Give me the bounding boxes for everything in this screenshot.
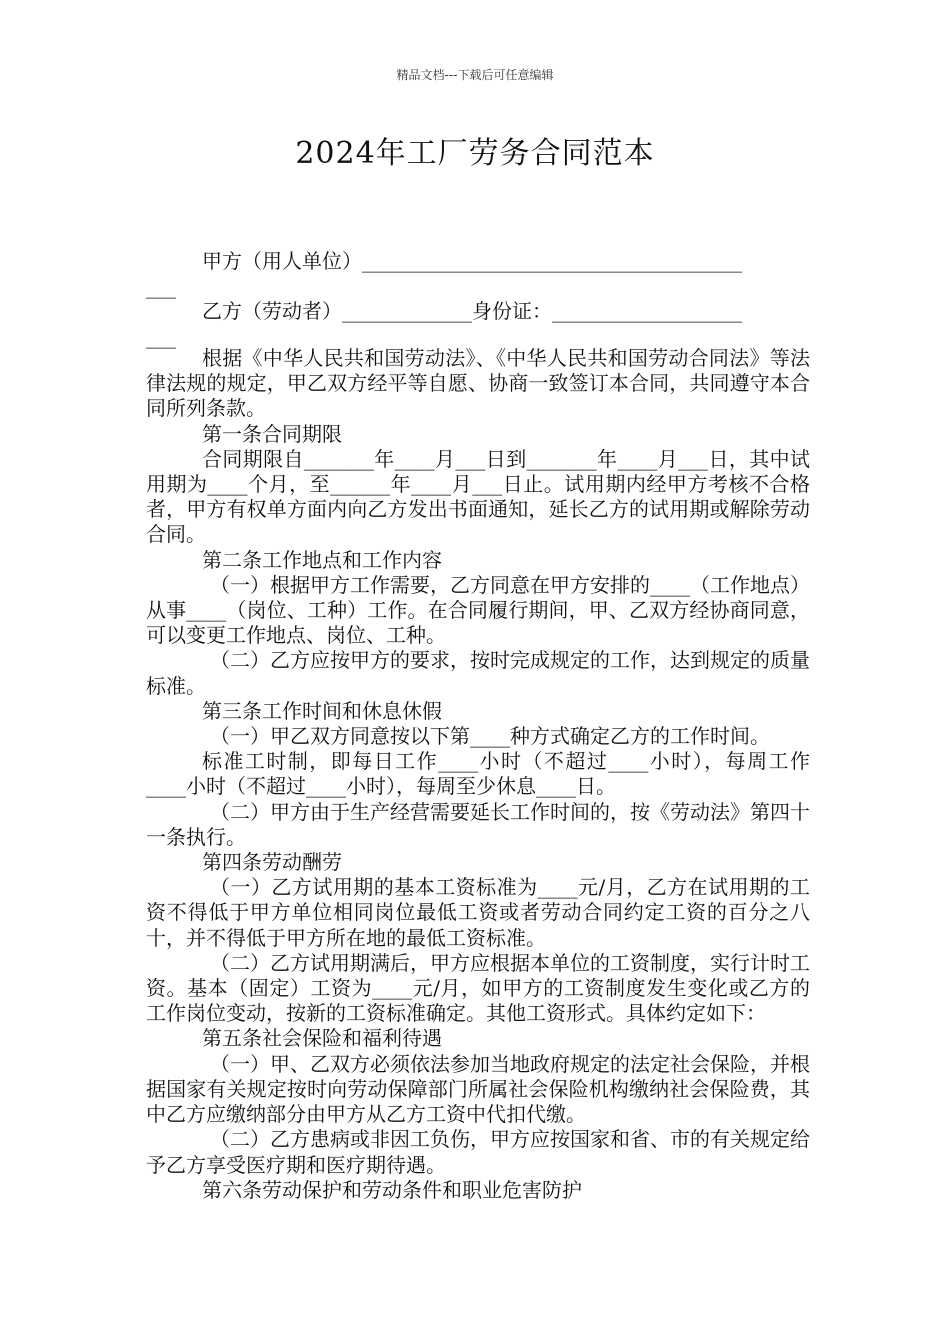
article-3-item-1: （一）甲乙双方同意按以下第____种方式确定乙方的工作时间。 [210, 724, 770, 749]
article-4-heading: 第四条劳动酬劳 [202, 850, 342, 875]
article-6-heading: 第六条劳动保护和劳动条件和职业危害防护 [202, 1177, 582, 1202]
party-b-tail: ___ [146, 325, 176, 349]
article-2-item-2: （二）乙方应按甲方的要求，按时完成规定的工作，达到规定的质量标准。 [146, 648, 810, 698]
party-b-blank: _____________ [342, 299, 472, 323]
contract-body [146, 346, 810, 1203]
id-card-label: 身份证： [472, 299, 552, 323]
document-title: 2024年工厂劳务合同范本 [295, 136, 655, 171]
party-a-section [146, 248, 810, 300]
id-card-blank: ___________________ [552, 299, 742, 323]
article-5-item-1: （一）甲、乙双方必须依法参加当地政府规定的法定社会保险，并根据国家有关规定按时向劳动保障部门所属社会保险机构缴纳社会保险费，其中乙方应缴纳部分由甲方从乙方工资中代扣代缴。 [146, 1051, 810, 1127]
article-2-item-1: （一）根据甲方工作需要，乙方同意在甲方安排的____（工作地点）从事____（岗位、工种）工作。在合同履行期间，甲、乙双方经协商同意，可以变更工作地点、岗位、工种。 [146, 572, 810, 648]
article-3-heading: 第三条工作时间和休息休假 [202, 698, 442, 723]
article-3-standard-hours: 标准工时制，即每日工作____小时（不超过____小时），每周工作____小时（不超过____小时），每周至少休息____日。 [146, 749, 810, 799]
article-5-item-2: （二）乙方患病或非因工负伤，甲方应按国家和省、市的有关规定给予乙方享受医疗期和医疗期待遇。 [146, 1127, 810, 1177]
article-1-text: 合同期限自_______年____月___日到_______年____月___日，其中试用期为____个月，至______年____月___日止。试用期内经甲方考核不合格者，甲方有权单方面内向乙方发出书面通知，延长乙方的试用期或解除劳动合同。 [146, 446, 810, 547]
party-a-blank: ______________________________________ [362, 249, 742, 273]
article-1-heading: 第一条合同期限 [202, 421, 342, 446]
intro-paragraph: 根据《中华人民共和国劳动法》、《中华人民共和国劳动合同法》等法律法规的规定，甲乙双方经平等自愿、协商一致签订本合同，共同遵守本合同所列条款。 [146, 346, 810, 421]
article-4-item-2: （二）乙方试用期满后，甲方应根据本单位的工资制度，实行计时工资。基本（固定）工资为____元/月，如甲方的工资制度发生变化或乙方的工作岗位变动，按新的工资标准确定。其他工资形式。具体约定如下： [146, 950, 810, 1026]
article-4-item-1: （一）乙方试用期的基本工资标准为____元/月，乙方在试用期的工资不得低于甲方单位相同岗位最低工资或者劳动合同约定工资的百分之八十，并不得低于甲方所在地的最低工资标准。 [146, 875, 810, 950]
article-2-heading: 第二条工作地点和工作内容 [202, 547, 442, 572]
header-note: 精品文档---下载后可任意编辑 [396, 68, 554, 82]
party-b-section [146, 298, 810, 350]
article-5-heading: 第五条社会保险和福利待遇 [202, 1026, 442, 1051]
article-3-item-2: （二）甲方由于生产经营需要延长工作时间的，按《劳动法》第四十一条执行。 [146, 799, 810, 849]
party-b-label: 乙方（劳动者） [202, 299, 342, 323]
party-a-label: 甲方（用人单位） [202, 249, 362, 273]
party-a-tail: ___ [146, 275, 176, 299]
